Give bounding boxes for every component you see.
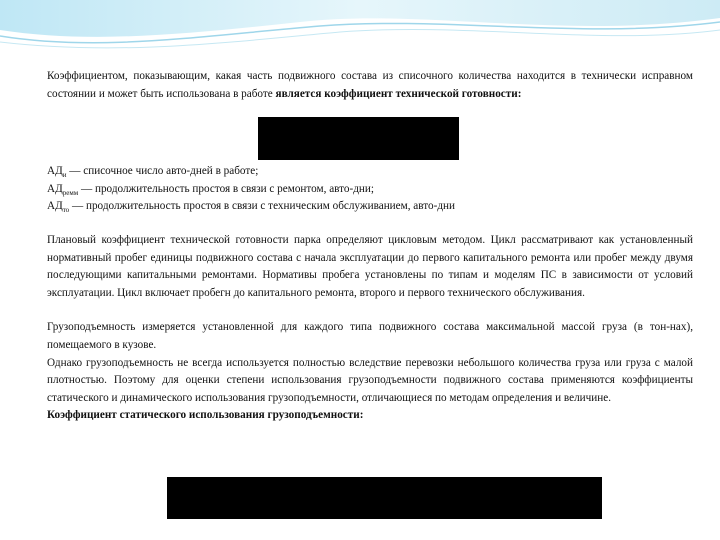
definition-line: $АД_{то}$ — продолжительность простоя в связи с техническим обслуживанием, авто-дни [47, 200, 456, 215]
intro-text: Коэффициентом, показывающим, какая часть подвижного состава из списочного количества находится в технически исправном состоянии и может быть использована в работе [47, 70, 693, 100]
intro-bold-a: является коэффициент [275, 87, 393, 100]
formula-image-static-utilization [167, 477, 602, 519]
spacer [47, 216, 693, 232]
paragraph-static-coefficient-heading: Коэффициент статического использования грузоподъемности: [47, 409, 364, 422]
paragraph-load-capacity: Грузоподъемность измеряется установленной для каждого типа подвижного состава максимальной массой груза (в тон-нах), помещаемого в кузове. [47, 321, 693, 351]
header-wave-decoration [0, 0, 720, 60]
paragraph-cycle-method: Плановый коэффициент технической готовности парка определяют цикловым методом. Цикл рассматривают как установленный нормативный пробег единицы подвижного состава с начала эксплуатации до первого капитального ремонта или пробег между двумя последующими капитальными ремонтами. Нормативы пробега установлены по типам и моделям ПС в зависимости от условий эксплуатации. Цикл включает пробегн до капитального ремонта, второго и первого технического обслуживания. [47, 233, 693, 299]
formula-image-technical-readiness [258, 117, 459, 160]
spacer [47, 302, 693, 319]
intro-bold-b: технической готовности: [395, 87, 522, 100]
paragraph-coefficients: Однако грузоподъемность не всегда используется полностью вследствие перевозки небольшого количества груза или груза с малой плотностью. Поэтому для оценки степени использования грузоподъемности подвижного состава применяются коэффициенты статического и динамического использования грузоподъемности, отличающиеся по методам определения и величине. [47, 356, 693, 404]
definition-line: $АД_{ремм}$ — продолжительность простоя в связи с ремонтом, авто-дни; [47, 182, 375, 198]
definition-line: $АД_и$ — списочное число авто-дней в работе; [47, 165, 259, 180]
paragraph-intro [47, 68, 693, 103]
